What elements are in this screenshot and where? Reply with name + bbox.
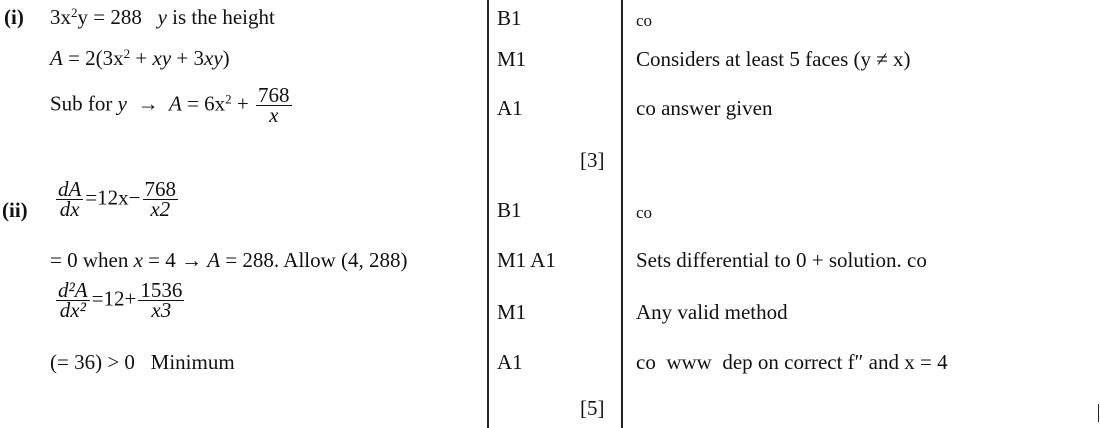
mark-ii-1: B1	[497, 198, 522, 222]
mark-ii-3: M1	[497, 300, 527, 324]
working-line-i-1: $3x^2y = 288$ y is the height	[50, 5, 275, 29]
comment-i-1: co	[636, 11, 653, 30]
working-line-ii-1: $\frac{dA}{dx}$ =12x− $\frac{768}{x2}$	[58, 177, 177, 221]
comment-ii-1: co	[636, 203, 653, 222]
comment-ii-4: co www dep on correct f″ and x = 4	[636, 350, 948, 374]
comment-ii-3: Any valid method	[636, 300, 788, 324]
total-ii: [5]	[580, 396, 605, 420]
total-i: [3]	[580, 148, 605, 172]
column-divider-work	[487, 0, 489, 428]
part-label-i: (i)	[4, 5, 24, 29]
working-line-i-3: Sub for $y \to A = 6x^2$ + $\frac{768}{x}$	[50, 83, 290, 127]
working-line-ii-4: (= 36) > 0 Minimum	[50, 350, 235, 374]
mark-ii-2: M1 A1	[497, 248, 556, 272]
comment-i-3: co answer given	[636, 96, 773, 120]
mark-i-3: A1	[497, 96, 523, 120]
comment-i-2: Considers at least 5 faces (y ≠ x)	[636, 47, 911, 71]
working-line-ii-2: = 0 when x = 4 → A = 288. Allow (4, 288)	[50, 248, 408, 272]
fraction-768-over-x: $\frac{768}{x}$	[258, 83, 290, 127]
comment-ii-2: Sets differential to 0 + solution. co	[636, 248, 927, 272]
column-divider-edge	[1098, 404, 1099, 422]
second-derivative-d2A-dx2: $\frac{\text{d²A}}{\text{dx²}}$	[58, 278, 88, 322]
working-line-i-2: $A = 2(3x^2$ + xy + 3xy)	[50, 46, 230, 70]
fraction-768-over-x2: $\frac{768}{x2}$	[144, 177, 177, 221]
working-line-ii-3: $\frac{\text{d²A}}{\text{dx²}}$ =12+ $\frac{1536}{x3}$	[58, 278, 183, 322]
mark-i-1: B1	[497, 6, 522, 30]
mark-ii-4: A1	[497, 350, 523, 374]
derivative-dA-dx: $\frac{dA}{dx}$	[58, 177, 82, 221]
mark-i-2: M1	[497, 47, 527, 71]
part-label-ii: (ii)	[2, 198, 28, 222]
column-divider-total	[621, 0, 623, 428]
fraction-1536-over-x3: $\frac{1536}{x3}$	[140, 278, 183, 322]
